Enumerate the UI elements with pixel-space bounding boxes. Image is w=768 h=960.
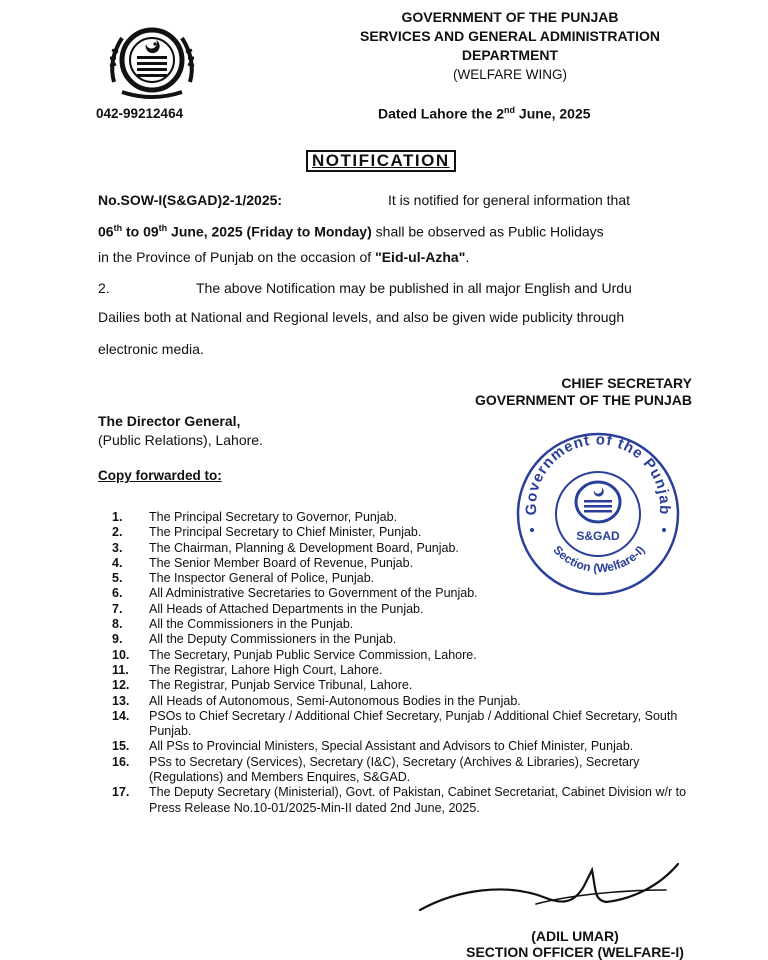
paragraph-2-line-1: The above Notification may be published in all major English and Urdu <box>196 280 632 296</box>
dated-line <box>378 105 591 122</box>
distribution-item-number: 9. <box>112 632 123 647</box>
stamp-center-text: S&GAD <box>576 529 620 543</box>
distribution-item-text: The Inspector General of Police, Punjab. <box>149 571 375 586</box>
signatory-title-1: CHIEF SECRETARY <box>561 375 692 391</box>
distribution-item-number: 4. <box>112 555 123 570</box>
header-line-2: SERVICES AND GENERAL ADMINISTRATION <box>360 28 660 44</box>
distribution-item-text: All Heads of Autonomous, Semi-Autonomous Bodies in the Punjab. <box>149 693 521 708</box>
distribution-item-text: The Principal Secretary to Chief Minister, Punjab. <box>149 525 422 540</box>
paragraph-2-number: 2. <box>98 280 110 296</box>
notification-line-2 <box>98 218 604 242</box>
signatory-title-2: GOVERNMENT OF THE PUNJAB <box>474 392 692 408</box>
official-stamp <box>514 430 682 598</box>
distribution-item-number: 13. <box>112 693 130 708</box>
notification-line-1: It is notified for general information that <box>388 192 631 208</box>
distribution-item-number: 3. <box>112 540 123 555</box>
distribution-item-number: 6. <box>112 586 123 601</box>
distribution-item-number: 17. <box>112 785 130 800</box>
distribution-item-number: 7. <box>112 601 123 616</box>
distribution-item-text: The Chairman, Planning & Development Board, Punjab. <box>149 540 459 555</box>
addressee-line-2: (Public Relations), Lahore. <box>98 432 263 448</box>
distribution-item-text: All the Deputy Commissioners in the Punjab. <box>149 632 397 647</box>
officer-designation: SECTION OFFICER (WELFARE-I) <box>466 944 684 960</box>
chief-secretary-block <box>446 375 692 409</box>
distribution-item-text: The Principal Secretary to Governor, Punjab. <box>149 510 398 524</box>
punjab-government-logo <box>100 22 204 102</box>
letterhead <box>300 8 720 84</box>
handwritten-signature <box>416 860 706 920</box>
paragraph-2-line-2: Dailies both at National and Regional levels, and also be given wide publicity through <box>98 309 625 325</box>
header-wing: (WELFARE WING) <box>453 67 567 82</box>
distribution-item-number: 5. <box>112 571 123 586</box>
date-start: 06 <box>98 223 114 240</box>
distribution-item-number: 16. <box>112 754 130 769</box>
occasion-period: . <box>465 249 470 265</box>
dated-suffix: June, 2025 <box>515 105 591 122</box>
distribution-item-text: The Registrar, Lahore High Court, Lahore. <box>149 662 383 677</box>
stamp-ring-text: Government of the Punjab <box>522 431 674 516</box>
distribution-item-number: 8. <box>112 617 123 632</box>
distribution-item <box>112 678 708 693</box>
distribution-item-text: The Registrar, Punjab Service Tribunal, Lahore. <box>149 678 413 693</box>
notification-title: NOTIFICATION <box>306 150 456 172</box>
distribution-item <box>112 632 708 647</box>
distribution-item <box>112 785 708 816</box>
holiday-text: shall be observed as Public Holidays <box>371 223 604 240</box>
distribution-item-text: The Deputy Secretary (Ministerial), Govt. of Pakistan, Cabinet Secretariat, Cabinet Division w/r to Press Release No.10-01/2025-Min-II dated 2nd June, 2025. <box>149 785 687 815</box>
distribution-item <box>112 663 708 678</box>
distribution-item-number: 12. <box>112 678 130 693</box>
phone-number: 042-99212464 <box>96 106 184 121</box>
distribution-item-text: The Senior Member Board of Revenue, Punjab. <box>149 555 414 570</box>
distribution-item <box>112 694 708 709</box>
paragraph-2-line-3: electronic media. <box>98 341 204 357</box>
distribution-item-text: All PSs to Provincial Ministers, Special Assistant and Advisors to Chief Minister, Punjab. <box>149 739 634 754</box>
distribution-item-number: 14. <box>112 708 130 723</box>
distribution-item <box>112 755 708 786</box>
distribution-item-number: 11. <box>112 662 129 677</box>
svg-text:Government of the Punjab <box>523 431 673 516</box>
addressee <box>98 412 263 450</box>
distribution-item <box>112 617 708 632</box>
distribution-item-number: 1. <box>112 510 123 524</box>
distribution-item-text: All the Commissioners in the Punjab. <box>149 617 354 632</box>
distribution-item-number: 2. <box>112 525 123 540</box>
dated-sup: nd <box>504 105 516 115</box>
distribution-item-number: 10. <box>112 647 130 662</box>
stamp-bottom-text: Section (Welfare-I) <box>550 542 648 576</box>
date-start-sup: th <box>113 223 123 233</box>
date-range: June, 2025 (Friday to Monday) <box>167 223 372 240</box>
distribution-item-text: PSs to Secretary (Services), Secretary (I&C), Secretary (Archives & Libraries), Secretary (Regulations) and Members Enquires, S&GAD. <box>149 754 640 785</box>
occasion-name: "Eid-ul-Azha" <box>375 249 466 265</box>
notification-ref: No.SOW-I(S&GAD)2-1/2025: <box>98 192 283 208</box>
distribution-item-text: The Secretary, Punjab Public Service Commission, Lahore. <box>149 647 477 662</box>
dated-prefix: Dated Lahore the 2 <box>378 105 505 122</box>
svg-text:Section (Welfare-I) <box>550 543 647 575</box>
distribution-item <box>112 739 708 754</box>
date-end-sup: th <box>158 223 168 233</box>
addressee-line-1: The Director General, <box>98 413 241 429</box>
distribution-item-text: All Administrative Secretaries to Government of the Punjab. <box>149 586 478 601</box>
distribution-item <box>112 709 708 740</box>
distribution-item <box>112 648 708 663</box>
header-line-3: DEPARTMENT <box>461 47 559 63</box>
officer-name: (ADIL UMAR) <box>531 928 619 944</box>
distribution-item-number: 15. <box>112 739 130 754</box>
occasion-text: in the Province of Punjab on the occasion of <box>98 249 376 265</box>
officer-block <box>440 928 710 960</box>
header-line-1: GOVERNMENT OF THE PUNJAB <box>401 9 619 25</box>
copy-forwarded-heading: Copy forwarded to: <box>98 468 222 483</box>
notification-line-3 <box>98 247 469 267</box>
distribution-item-text: All Heads of Attached Departments in the Punjab. <box>149 601 424 616</box>
distribution-item <box>112 602 708 617</box>
distribution-item-text: PSOs to Chief Secretary / Additional Chief Secretary, Punjab / Additional Chief Secretary, South Punjab. <box>149 708 678 739</box>
date-end: to 09 <box>122 223 159 240</box>
